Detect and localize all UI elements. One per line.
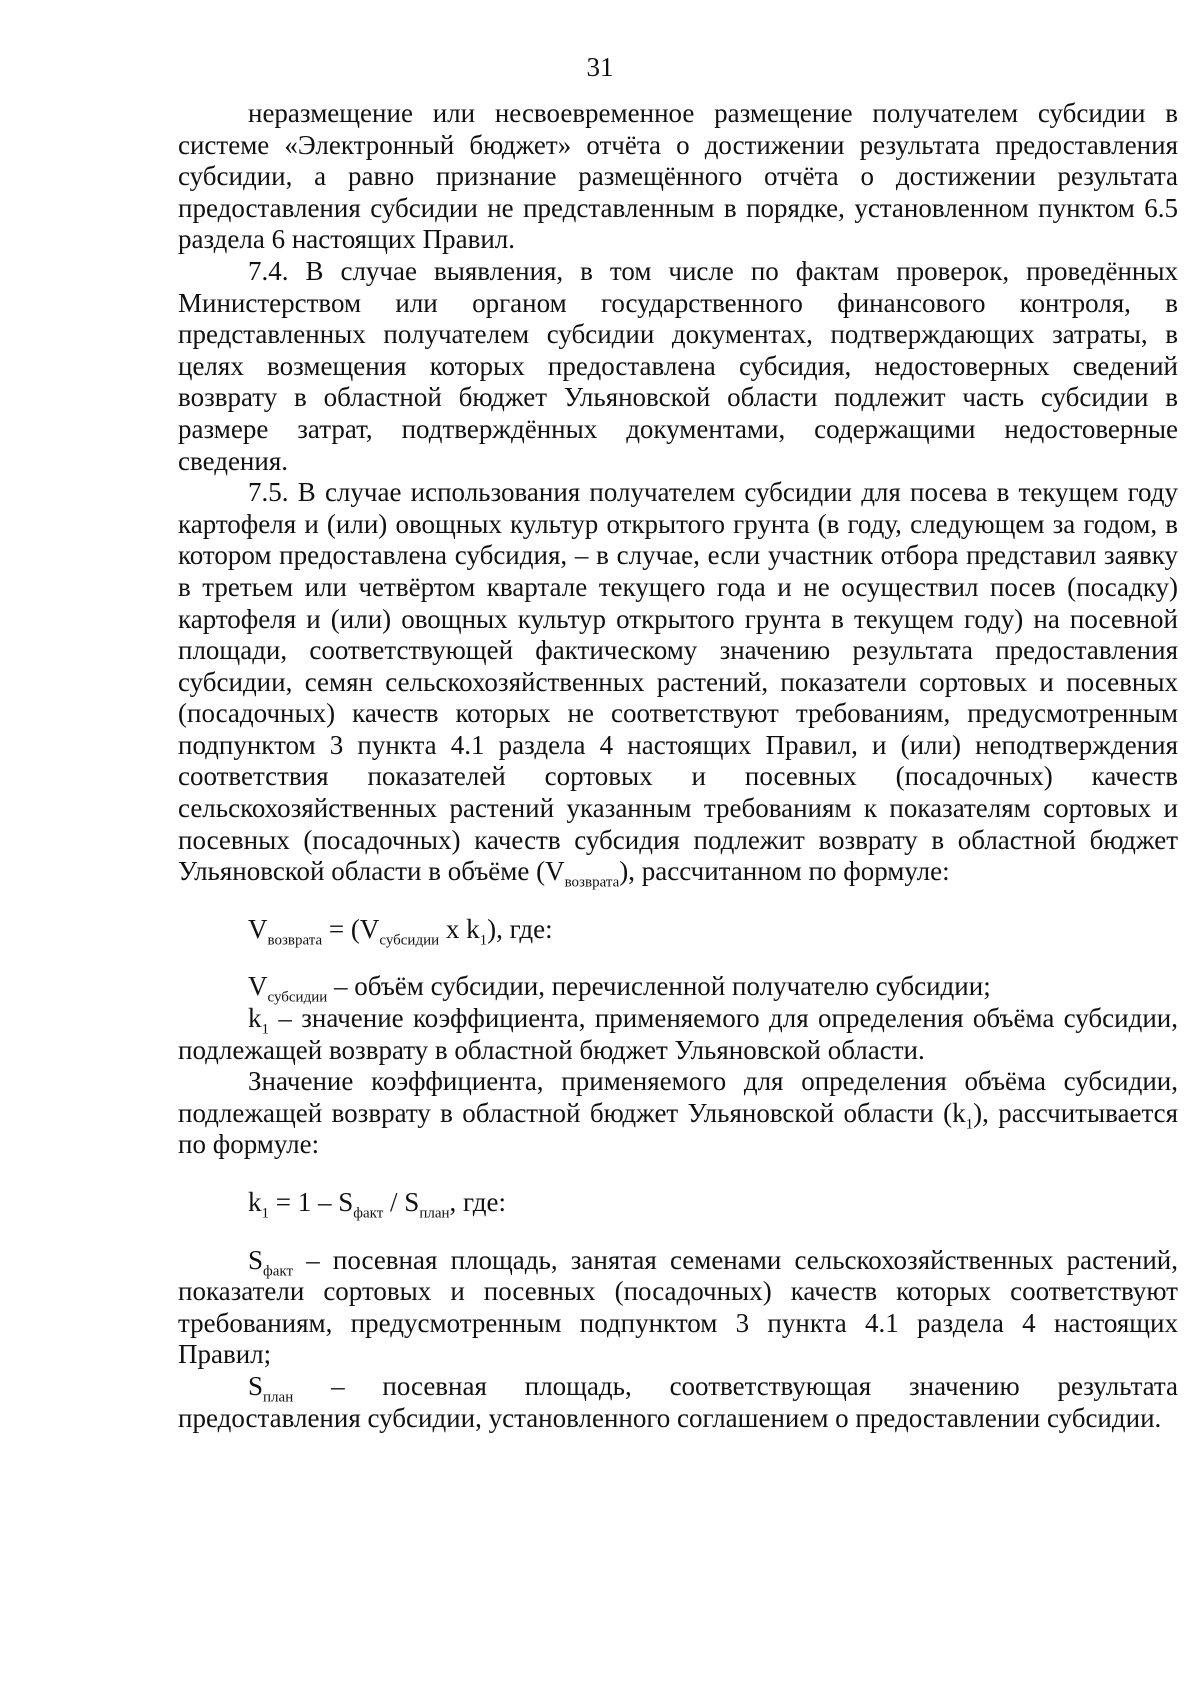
formula-text: , где: [449, 1187, 506, 1217]
formula-text: x k [439, 913, 480, 944]
formula-subscript: возврата [267, 932, 323, 949]
definition-symbol: S [248, 1370, 264, 1401]
formula-subscript: план [419, 1205, 450, 1222]
formula-v-vozvrata [248, 913, 1178, 949]
formula-text: = (V [322, 913, 380, 944]
formula-k1 [248, 1187, 1178, 1222]
paragraph-k1-value [178, 1066, 1178, 1161]
definition-symbol: V [248, 971, 268, 1002]
subscript-vozvrata: возврата [564, 874, 620, 891]
definition-k1 [178, 1003, 1178, 1066]
formula-symbol: k [248, 1187, 262, 1217]
definition-symbol: k [248, 1003, 262, 1034]
definition-symbol: S [248, 1244, 264, 1275]
formula-subscript: 1 [479, 932, 488, 949]
formula-text: / S [383, 1187, 420, 1217]
paragraph-text: Значение коэффициента, применяемого для определения объёма субсидии, подлежащей возврату в областной бюджет Ульяновской области (k [178, 1066, 1178, 1128]
formula-text: = 1 – S [269, 1187, 354, 1217]
formula-subscript: субсидии [379, 932, 440, 949]
paragraph-intro: неразмещение или несвоевременное размещение получателем субсидии в системе «Электронный бюджет» отчёта о достижении результата предоставления субсидии, а равно признание размещённого отчёта о достижении результата предоставления субсидии не представленным в порядке, установленном пунктом 6.5 раздела 6 настоящих Правил. [178, 98, 1178, 255]
formula-symbol: V [248, 913, 268, 944]
definition-subscript: факт [263, 1262, 294, 1279]
paragraph-7-5-tail: ), рассчитанном по формуле: [619, 856, 950, 887]
document-body [178, 98, 1178, 1434]
definition-s-fakt [178, 1245, 1178, 1371]
paragraph-subscript: 1 [965, 1116, 974, 1133]
paragraph-7-5 [178, 477, 1178, 891]
definition-text: – объём субсидии, перечисленной получателю субсидии; [327, 971, 991, 1002]
formula-text: ), где: [487, 913, 553, 944]
definition-subscript: план [263, 1389, 294, 1406]
page-number: 31 [586, 52, 614, 82]
definition-v-subsidii [178, 971, 1178, 1006]
definition-subscript: 1 [261, 1021, 269, 1038]
formula-subscript: факт [353, 1205, 384, 1222]
paragraph-7-4: 7.4. В случае выявления, в том числе по фактам проверок, проведённых Министерством или органом государственного финансового контроля, в представленных получателем субсидии документах, подтверждающих затраты, в целях возмещения которых предоставлена субсидия, недостоверных сведений возврату в областной бюджет Ульяновской области подлежит часть субсидии в размере затрат, подтверждённых документами, содержащими недостоверные сведения. [178, 255, 1178, 476]
definition-s-plan [178, 1371, 1178, 1434]
paragraph-tail: ), рассчитывается по формуле: [178, 1097, 1178, 1160]
paragraph-7-5-text: 7.5. В случае использования получателем субсидии для посева в текущем году картофеля и (или) овощных культур открытого грунта (в году, следующем за годом, в котором предоставлена субсидия, – в случае, если участник отбора представил заявку в третьем или четвёртом квартале текущего года и не осуществил посев (посадку) картофеля и (или) овощных культур открытого грунта в текущем году) на посевной площади, соответствующей фактическому значению результата предоставления субсидии, семян сельскохозяйственных растений, показатели сортовых и посевных (посадочных) качеств которых не соответствуют требованиям, предусмотренным подпунктом 3 пункта 4.1 раздела 4 настоящих Правил, и (или) неподтверждения соответствия показателей сортовых и посевных (посадочных) качеств сельскохозяйственных растений указанным требованиям к показателям сортовых и посевных (посадочных) качеств субсидия подлежит возврату в областной бюджет Ульяновской области в объёме (V [178, 477, 1178, 887]
definition-text: – посевная площадь, соответствующая значению результата предоставления субсидии, установленного соглашением о предоставлении субсидии. [178, 1370, 1178, 1433]
definition-text: – значение коэффициента, применяемого для определения объёма субсидии, подлежащей возврату в областной бюджет Ульяновской области. [178, 1003, 1178, 1065]
formula-subscript: 1 [261, 1205, 269, 1222]
definition-subscript: субсидии [267, 989, 328, 1006]
definition-text: – посевная площадь, занятая семенами сельскохозяйственных растений, показатели сортовых и посевных (посадочных) качеств которых соответствуют требованиям, предусмотренным подпунктом 3 пункта 4.1 раздела 4 настоящих Правил; [178, 1244, 1178, 1370]
